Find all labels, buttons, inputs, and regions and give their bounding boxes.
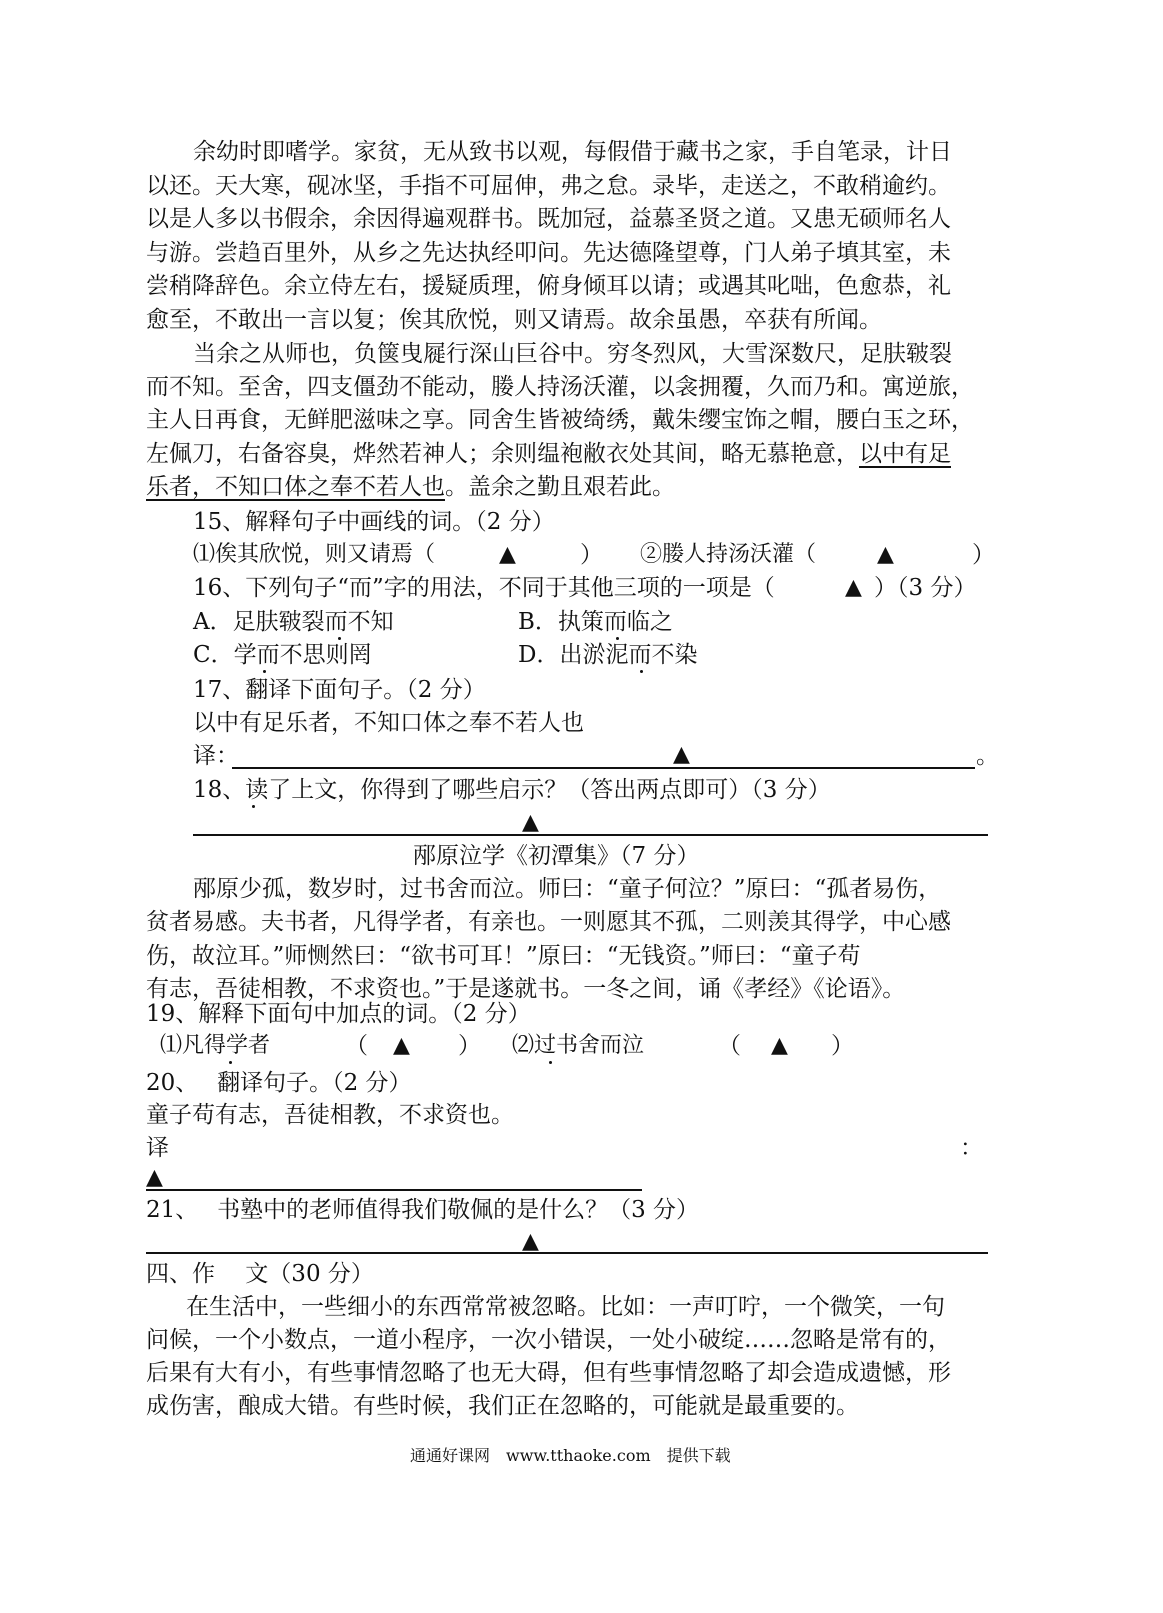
emphasis-dot [338,637,341,640]
q19-close-paren: ） [458,1033,481,1059]
passage1-line: 以还。天大寒，砚冰坚，手指不可屈伸，弗之怠。录毕，走送之，不敢稍逾约。 [146,173,951,199]
q19-part2: ⑵过书舍而泣 [512,1033,645,1058]
q19-close-paren: ） [831,1033,854,1059]
passage2-line: 贫者易感。夫书者，凡得学者，有亲也。一则愿其不孤，二则羡其得学，中心感 [146,909,951,935]
passage1-line: 以是人多以书假余，余因得遍观群书。既加冠，益慕圣贤之道。又患无硕师名人 [146,206,951,232]
q17-end: 。 [976,743,999,769]
essay-prompt-line: 后果有大有小，有些事情忽略了也无大碍，但有些事情忽略了却会造成遗憾，形 [146,1360,951,1386]
answer-blank-marker: ▲ [393,1033,410,1058]
answer-line [232,767,975,769]
answer-blank-marker: ▲ [499,542,516,567]
q16-option-b: B．执策而临之 [518,609,673,635]
q15-close-paren: ） [580,542,603,568]
passage1-line [146,439,951,469]
underlined-sentence-part1: 以中有足 [859,441,951,467]
q20-sentence: 童子苟有志，吾徒相教，不求资也。 [146,1102,514,1128]
emphasis-dot [549,1061,552,1064]
q19-open-paren: （ [345,1033,368,1059]
passage1-line: 愈至，不敢出一言以复；俟其欣悦，则又请焉。故余虽愚，卒获有所闻。 [146,307,882,333]
essay-title: 四、作 文（30 分） [146,1261,374,1287]
q20-prefix: 译 [146,1135,169,1161]
q20-colon: ： [960,1135,983,1161]
q16-option-a: A．足肤皲裂而不知 [193,609,394,635]
passage1-line: 与游。尝趋百里外，从乡之先达执经叩问。先达德隆望尊，门人弟子填其室，未 [146,240,951,266]
q19-open-paren: （ [718,1033,741,1059]
q17-title: 17、翻译下面句子。（2 分） [193,677,486,703]
answer-blank-marker: ▲ [877,542,894,567]
answer-line [193,834,988,836]
passage1-line: 尝稍降辞色。余立侍左右，援疑质理，俯身倾耳以请；或遇其叱咄，色愈恭，礼 [146,273,951,299]
q17-sentence: 以中有足乐者，不知口体之奉不若人也 [193,710,584,736]
answer-blank-marker: ▲ [522,810,539,835]
footer-text: 通通好课网 www.tthaoke.com 提供下载 [410,1446,731,1465]
answer-blank-marker: ▲ [673,742,690,767]
answer-blank-marker: ▲ [771,1033,788,1058]
passage1-line: 余幼时即嗜学。家贫，无从致书以观，每假借于藏书之家，手自笔录，计日 [193,139,952,165]
passage1-line: 而不知。至舍，四支僵劲不能动，媵人持汤沃灌，以衾拥覆，久而乃和。寓逆旅， [146,374,974,400]
q21-title: 21、 书塾中的老师值得我们敬佩的是什么？（3 分） [146,1197,700,1223]
answer-line [146,1189,642,1191]
q16-score: ）（3 分） [874,575,977,601]
emphasis-dot [616,637,619,640]
answer-blank-marker: ▲ [845,575,862,600]
essay-prompt-line: 在生活中，一些细小的东西常常被忽略。比如：一声叮咛，一个微笑，一句 [186,1294,945,1320]
q18-title: 18、读了上文，你得到了哪些启示？（答出两点即可）（3 分） [193,777,831,803]
passage1-line: 当余之从师也，负箧曳屣行深山巨谷中。穷冬烈风，大雪深数尺，足肤皲裂 [193,341,952,367]
q15-close-paren: ） [972,542,995,568]
q15-title: 15、解释句子中画线的词。（2 分） [193,509,555,535]
q16-option-c: C．学而不思则罔 [193,642,372,668]
answer-line [146,1252,988,1254]
underlined-sentence-part2: 乐者，不知口体之奉不若人也 [146,474,445,500]
passage2-line: 有志，吾徒相教，不求资也。”于是遂就书。一冬之间，诵《孝经》《论语》。 [146,976,906,1002]
essay-prompt-line: 问候，一个小数点，一道小程序，一次小错误，一处小破绽……忽略是常有的， [146,1327,951,1353]
q15-part2: ②媵人持汤沃灌（ [640,542,817,567]
answer-blank-marker: ▲ [146,1165,163,1190]
q17-prefix: 译： [193,743,239,769]
emphasis-dot [229,1061,232,1064]
q16-title: 16、下列句子“而”字的用法，不同于其他三项的一项是（ [193,575,775,601]
emphasis-dot [252,805,255,808]
q16-option-d: D．出淤泥而不染 [518,642,698,668]
passage1-text: 左佩刀，右备容臭，烨然若神人；余则缊袍敝衣处其间，略无慕艳意， [146,441,859,467]
q19-title: 19、解释下面句中加点的词。（2 分） [146,1001,531,1027]
passage1-text: 。盖余之勤且艰若此。 [445,474,675,500]
emphasis-dot [640,670,643,673]
q15-part1: ⑴俟其欣悦，则又请焉（ [193,542,436,567]
answer-blank-marker: ▲ [522,1229,539,1254]
emphasis-dot [263,670,266,673]
passage2-line: 伤，故泣耳。”师恻然曰：“欲书可耳！”原曰：“无钱资。”师曰：“童子苟 [146,943,861,969]
q20-title: 20、 翻译句子。（2 分） [146,1070,412,1096]
essay-prompt-line: 成伤害，酿成大错。有些时候，我们正在忽略的，可能就是最重要的。 [146,1393,859,1419]
q19-part1: ⑴凡得学者 [160,1033,271,1058]
passage2-line: 邴原少孤，数岁时，过书舍而泣。师曰：“童子何泣？”原曰：“孤者易伤， [193,876,942,902]
passage1-line: 主人日再食，无鲜肥滋味之享。同舍生皆被绮绣，戴朱缨宝饰之帽，腰白玉之环， [146,407,974,433]
passage1-line [146,472,675,502]
passage2-title: 邴原泣学《初潭集》（7 分） [413,843,700,869]
